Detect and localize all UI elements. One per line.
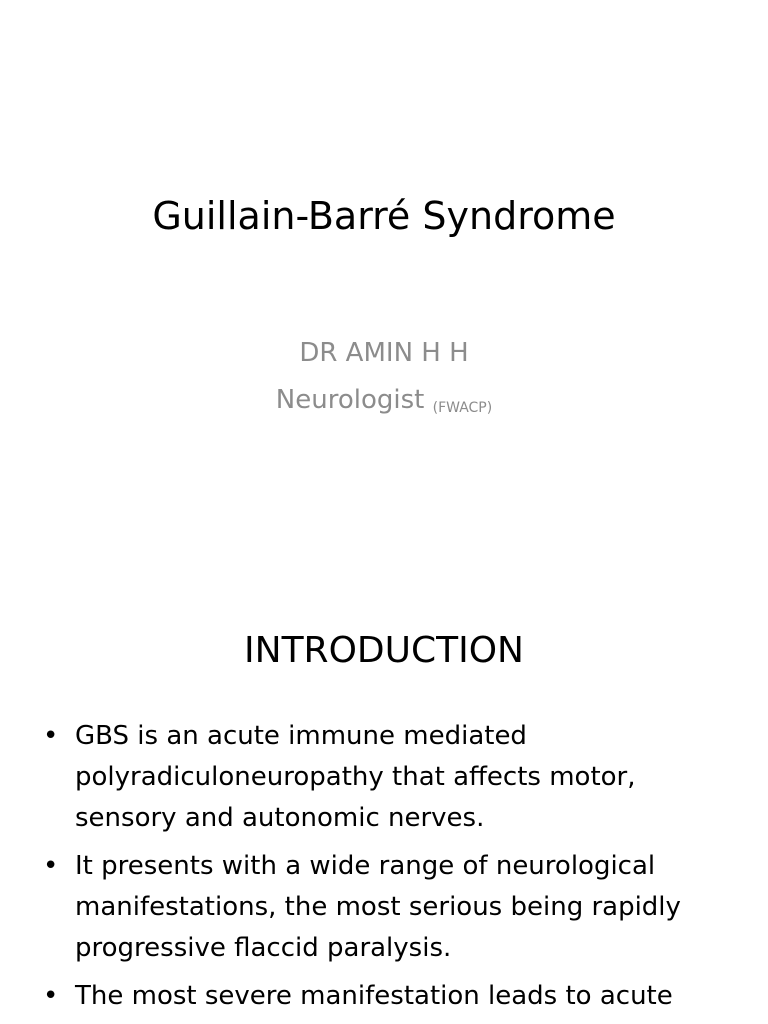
author-role-text: Neurologist [275,385,425,415]
author-role [0,383,768,425]
slide-title: Guillain-Barré Syndrome [152,194,616,238]
bullet-item [40,976,740,1017]
bullet-icon: • [43,851,59,881]
bullet-text: The most severe manifestation leads to acute [75,981,673,1011]
bullet-icon: • [43,981,59,1011]
author-name: DR AMIN H H [299,338,469,368]
bullet-text: GBS is an acute immune mediated polyradiculoneuropathy that affects motor, sensory and autonomic nerves. [75,721,636,833]
author-credential: (FWACP) [432,400,493,416]
bullet-icon: • [43,721,59,751]
bullet-item [40,846,740,969]
slide-heading: INTRODUCTION [244,630,524,671]
bullet-text: It presents with a wide range of neurological manifestations, the most serious being rapidly progressive flaccid paralysis. [75,851,681,963]
introduction-slide [0,576,768,1024]
bullet-list [40,716,740,1024]
bullet-item [40,716,740,839]
